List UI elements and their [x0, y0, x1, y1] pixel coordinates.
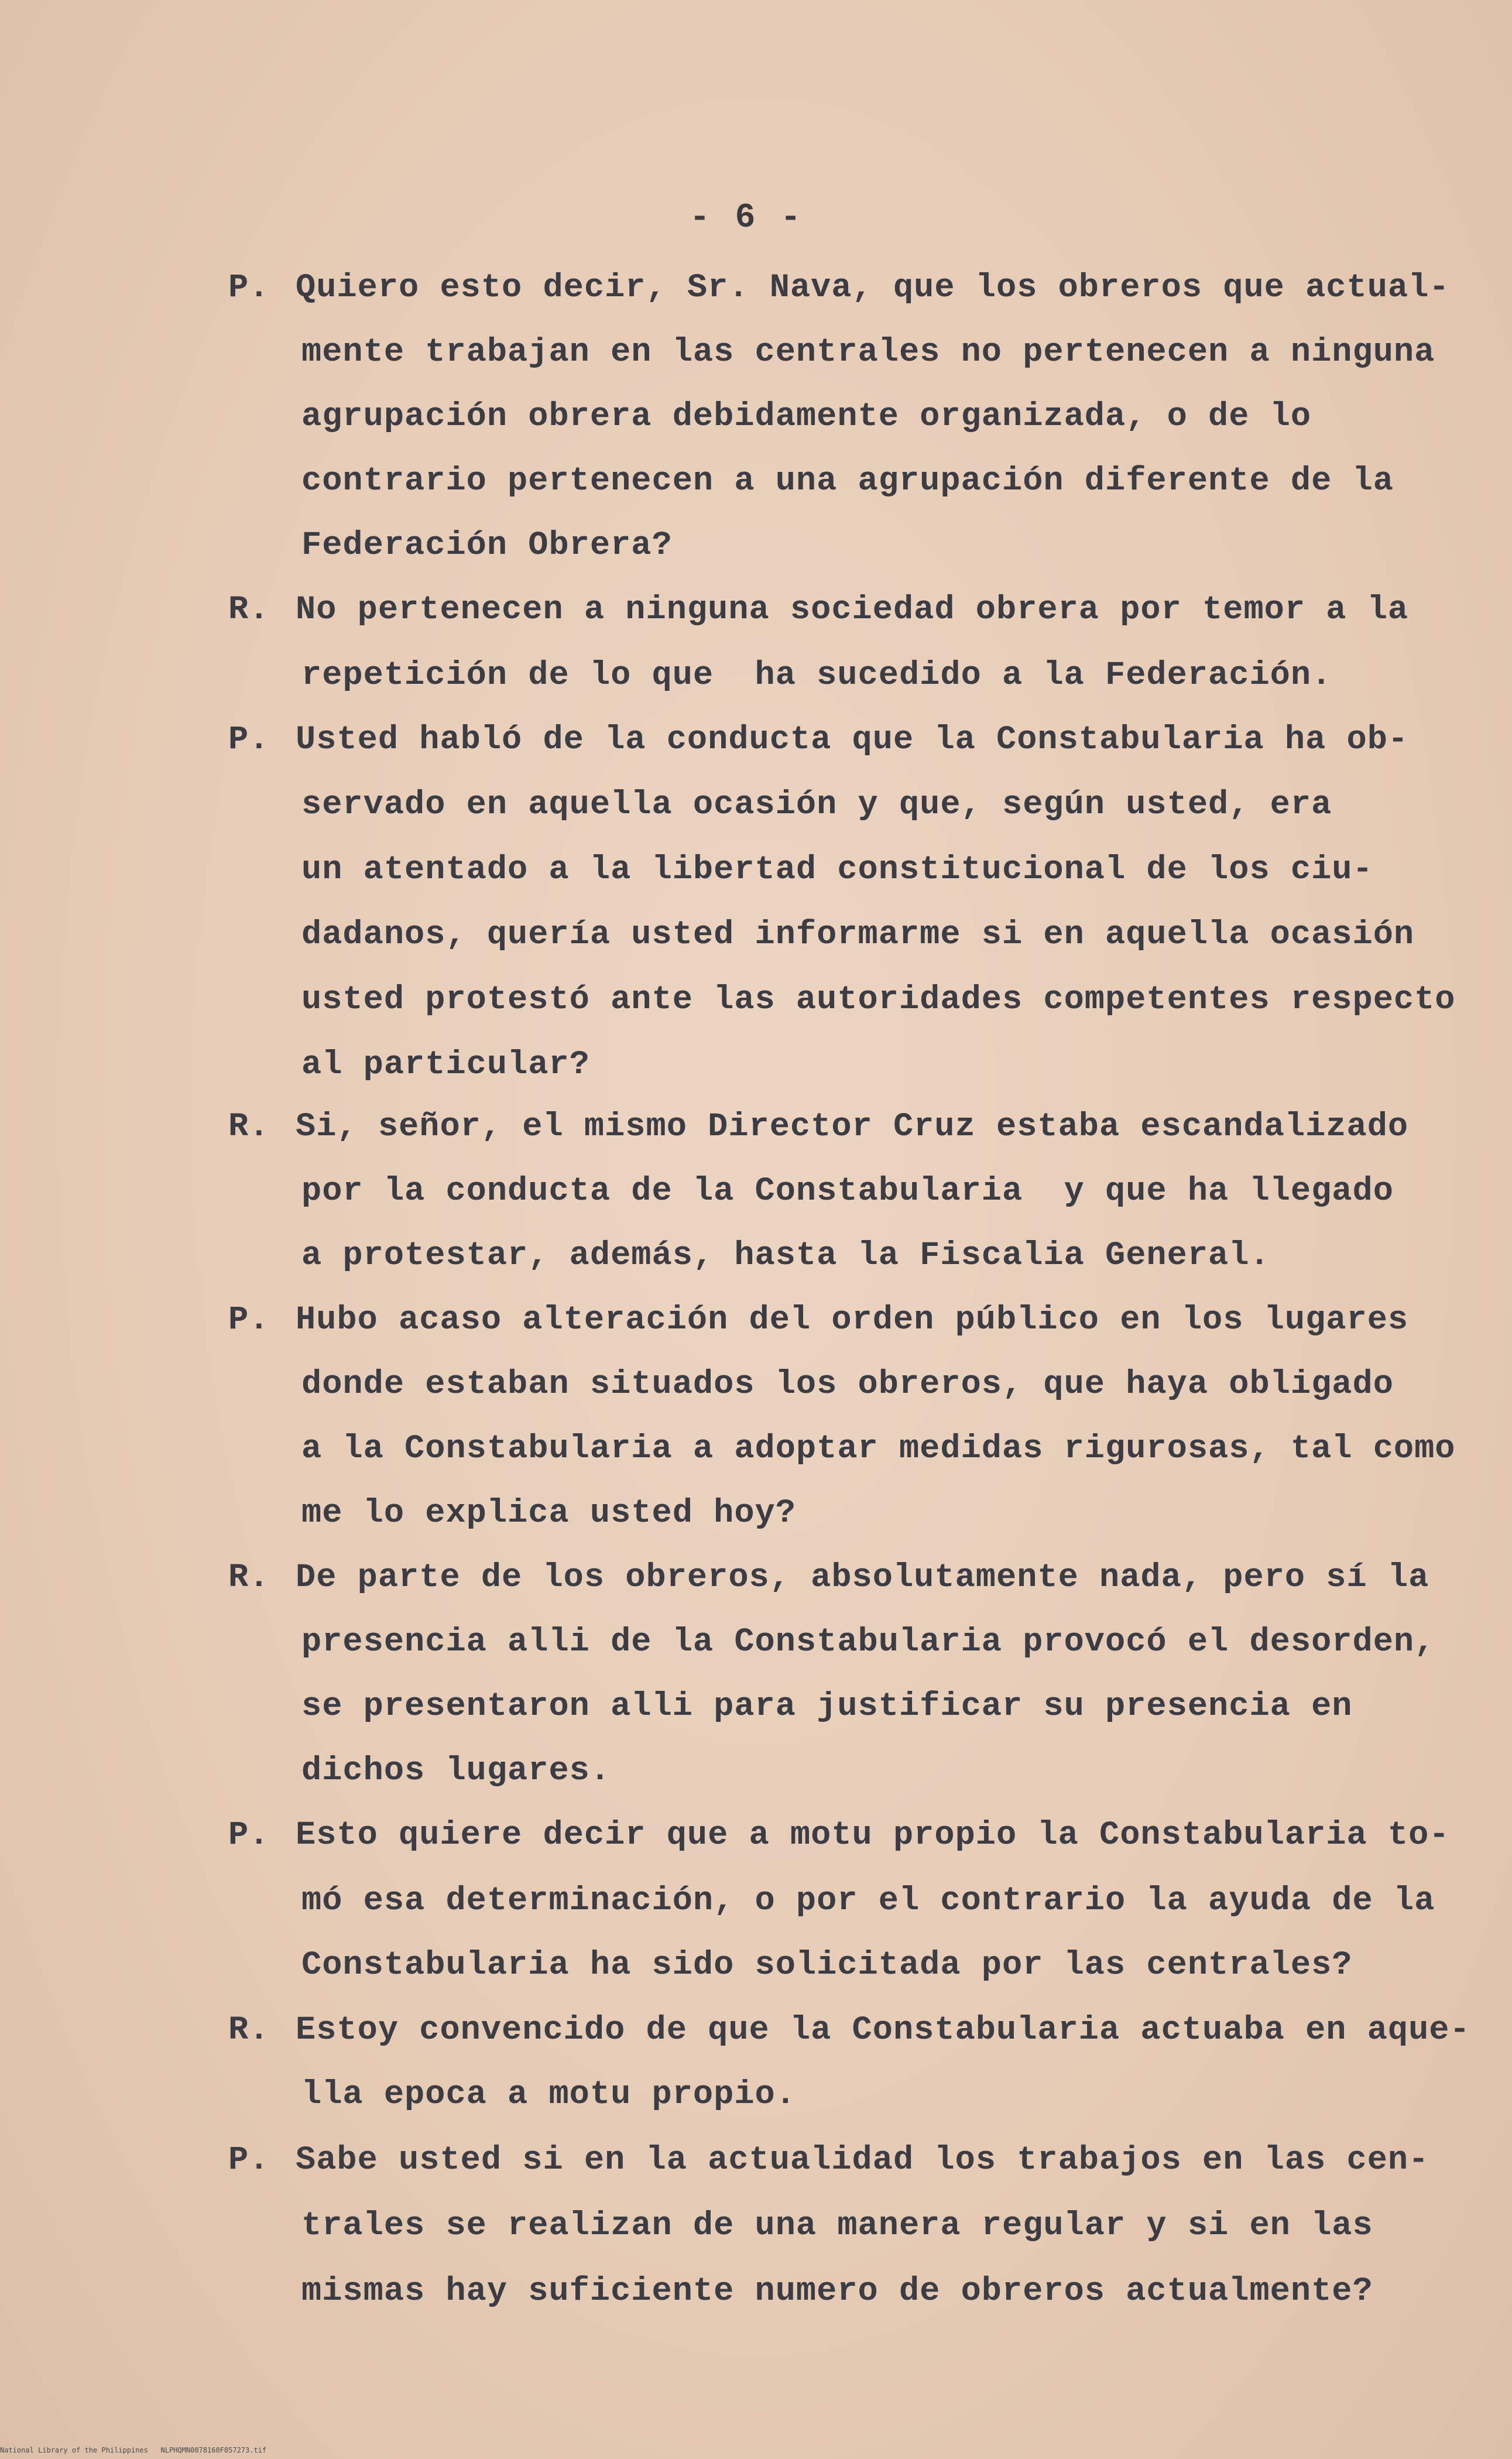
text-line: mente trabajan en las centrales no pertenecen a ninguna: [301, 334, 1435, 371]
text-line: servado en aquella ocasión y que, según usted, era: [301, 786, 1332, 824]
text-line: De parte de los obreros, absolutamente nada, pero sí la: [296, 1559, 1429, 1597]
entry-marker: R.: [228, 591, 270, 629]
entry-marker: P.: [228, 2142, 270, 2179]
text-line: Sabe usted si en la actualidad los trabajos en las cen-: [296, 2142, 1429, 2179]
text-line: por la conducta de la Constabularia y que ha llegado: [301, 1173, 1394, 1210]
text-line: trales se realizan de una manera regular y si en las: [301, 2207, 1373, 2245]
text-line: dadanos, quería usted informarme si en aquella ocasión: [301, 916, 1415, 954]
text-line: donde estaban situados los obreros, que haya obligado: [301, 1366, 1394, 1403]
text-line: Constabularia ha sido solicitada por las centrales?: [301, 1947, 1353, 1984]
entry-marker: P.: [228, 1817, 270, 1854]
text-line: Usted habló de la conducta que la Constabularia ha ob-: [296, 721, 1409, 759]
text-line: mismas hay suficiente numero de obreros actualmente?: [301, 2273, 1373, 2310]
text-line: usted protestó ante las autoridades competentes respecto: [301, 981, 1456, 1019]
text-line: a la Constabularia a adoptar medidas rigurosas, tal como: [301, 1430, 1456, 1468]
text-line: un atentado a la libertad constitucional de los ciu-: [301, 851, 1373, 889]
text-line: se presentaron alli para justificar su presencia en: [301, 1688, 1353, 1725]
text-line: presencia alli de la Constabularia provocó el desorden,: [301, 1624, 1435, 1661]
entry-marker: R.: [228, 2012, 270, 2049]
entry-marker: R.: [228, 1108, 270, 1146]
text-line: Si, señor, el mismo Director Cruz estaba escandalizado: [296, 1108, 1409, 1146]
text-line: mó esa determinación, o por el contrario la ayuda de la: [301, 1882, 1435, 1920]
text-line: repetición de lo que ha sucedido a la Federación.: [301, 657, 1332, 694]
text-line: Quiero esto decir, Sr. Nava, que los obreros que actual-: [296, 269, 1450, 307]
entry-marker: P.: [228, 269, 270, 307]
text-line: agrupación obrera debidamente organizada, o de lo: [301, 398, 1312, 436]
text-line: Estoy convencido de que la Constabularia actuaba en aque-: [296, 2012, 1470, 2049]
text-line: dichos lugares.: [301, 1752, 611, 1790]
archive-footer: National Library of the Philippines NLPHQMN0078160F057273.tif: [0, 2446, 267, 2454]
entry-marker: P.: [228, 1302, 270, 1339]
text-line: Hubo acaso alteración del orden público en los lugares: [296, 1302, 1409, 1339]
text-line: contrario pertenecen a una agrupación diferente de la: [301, 463, 1394, 500]
text-line: a protestar, además, hasta la Fiscalia General.: [301, 1237, 1270, 1275]
entry-marker: R.: [228, 1559, 270, 1597]
text-line: Federación Obrera?: [301, 527, 673, 564]
text-line: Esto quiere decir que a motu propio la Constabularia to-: [296, 1817, 1450, 1854]
text-line: No pertenecen a ninguna sociedad obrera por temor a la: [296, 591, 1409, 629]
entry-marker: P.: [228, 721, 270, 759]
text-line: al particular?: [301, 1046, 590, 1084]
text-line: lla epoca a motu propio.: [301, 2076, 796, 2114]
page-number: - 6 -: [689, 199, 804, 237]
text-line: me lo explica usted hoy?: [301, 1495, 796, 1532]
